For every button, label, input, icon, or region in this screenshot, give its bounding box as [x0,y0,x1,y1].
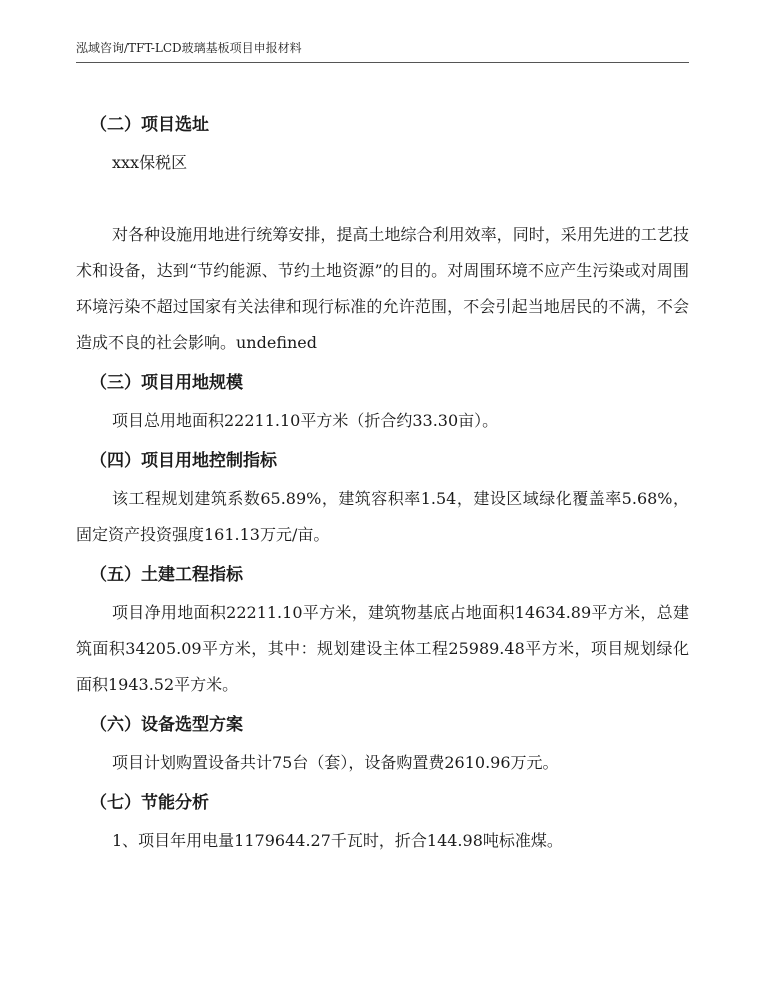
header-divider [76,62,689,63]
section-heading-site-selection: （二）项目选址 [90,115,209,135]
equipment-selection-paragraph: 项目计划购置设备共计75台（套），设备购置费2610.96万元。 [112,753,559,772]
land-scale-paragraph: 项目总用地面积22211.10平方米（折合约33.30亩）。 [112,411,499,430]
land-control-paragraph: 该工程规划建筑系数65.89%，建筑容积率1.54，建设区域绿化覆盖率5.68%，固定资产投资强度161.13万元/亩。 [76,489,689,544]
section-heading-equipment-selection: （六）设备选型方案 [90,715,243,735]
section-heading-civil-engineering: （五）土建工程指标 [90,565,243,585]
energy-analysis-paragraph: 1、项目年用电量1179644.27千瓦时，折合144.98吨标准煤。 [112,831,563,850]
spacer [76,181,689,217]
document-body [76,107,689,859]
section-heading-energy-analysis: （七）节能分析 [90,793,209,813]
section-heading-land-scale: （三）项目用地规模 [90,373,243,393]
civil-engineering-paragraph: 项目净用地面积22211.10平方米，建筑物基底占地面积14634.89平方米，总建筑面积34205.09平方米，其中：规划建设主体工程25989.48平方米，项目规划绿化面积1943.52平方米。 [76,603,689,694]
page-header: 泓域咨询/TFT-LCD玻璃基板项目申报材料 [76,41,302,55]
section-heading-land-control-indicators: （四）项目用地控制指标 [90,451,277,471]
site-location-text: xxx保税区 [112,153,188,172]
site-selection-paragraph: 对各种设施用地进行统筹安排，提高土地综合利用效率，同时，采用先进的工艺技术和设备，达到“节约能源、节约土地资源”的目的。对周围环境不应产生污染或对周围环境污染不超过国家有关法律和现行标准的允许范围，不会引起当地居民的不满，不会造成不良的社会影响。undefined [76,225,689,352]
